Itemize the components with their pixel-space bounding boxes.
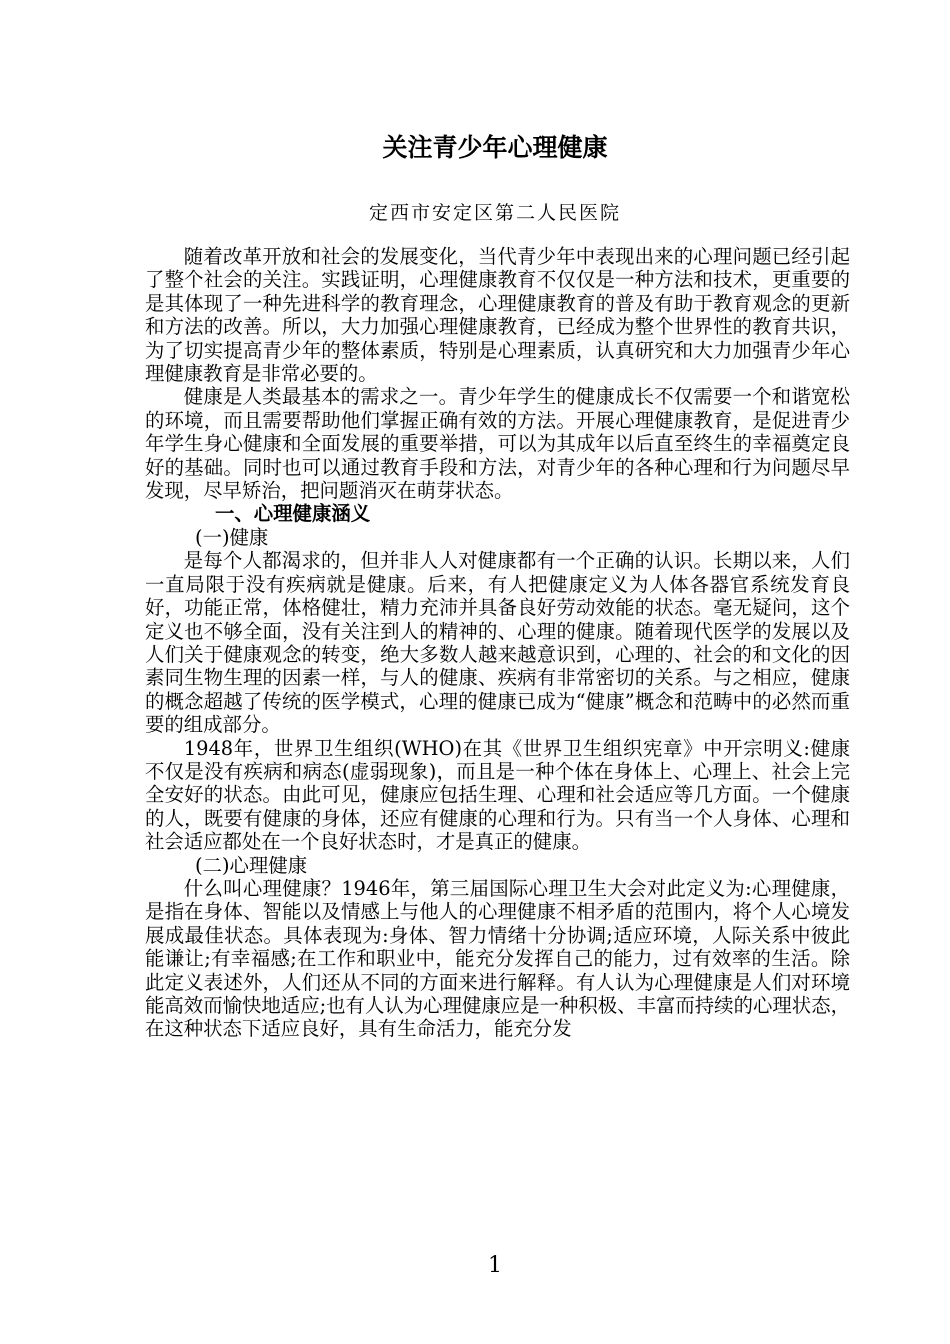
- document-title: 关注青少年心理健康: [382, 133, 608, 162]
- subsection-heading-mental-health: (二)心理健康: [195, 853, 308, 877]
- subsection-heading-health: (一)健康: [195, 525, 269, 549]
- paragraph-mental-health: 什么叫心理健康？1946年，第三届国际心理卫生大会对此定义为:心理健康，是指在身体、智能以及情感上与他人的心理健康不相矛盾的范围内，将个人心境发展成最佳状态。具体表现为:身体、智力情绪十分协调;适应环境，人际关系中彼此能谦让;有幸福感;在工作和职业中，能充分发挥自己的能力，过有效率的生活。除此定义表述外，人们还从不同的方面来进行解释。有人认为心理健康是人们对环境能高效而愉快地适应;也有人认为心理健康应是一种积极、丰富而持续的心理状态，在这种状态下适应良好，具有生命活力，能充分发: [145, 876, 850, 1041]
- document-body: [145, 245, 850, 1041]
- paragraph-intro: 随着改革开放和社会的发展变化，当代青少年中表现出来的心理问题已经引起了整个社会的关注。实践证明，心理健康教育不仅仅是一种方法和技术，更重要的是其体现了一种先进科学的教育理念，心理健康教育的普及有助于教育观念的更新和方法的改善。所以，大力加强心理健康教育，已经成为整个世界性的教育共识，为了切实提高青少年的整体素质，特别是心理素质，认真研究和大力加强青少年心理健康教育是非常必要的。: [145, 245, 850, 386]
- paragraph-who-definition: 1948年，世界卫生组织(WHO)在其《世界卫生组织宪章》中开宗明义:健康不仅是没有疾病和病态(虚弱现象)，而且是一种个体在身体上、心理上、社会上完全安好的状态。由此可见，健康应包括生理、心理和社会适应等几方面。一个健康的人，既要有健康的身体，还应有健康的心理和行为。只有当一个人身体、心理和社会适应都处在一个良好状态时，才是真正的健康。: [145, 736, 850, 854]
- paragraph-health-concept: 是每个人都渴求的，但并非人人对健康都有一个正确的认识。长期以来，人们一直局限于没有疾病就是健康。后来，有人把健康定义为人体各器官系统发育良好，功能正常，体格健壮，精力充沛并具备良好劳动效能的状态。毫无疑问，这个定义也不够全面，没有关注到人的精神的、心理的健康。随着现代医学的发展以及人们关于健康观念的转变，绝大多数人越来越意识到，心理的、社会的和文化的因素同生物生理的因素一样，与人的健康、疾病有非常密切的关系。与之相应，健康的概念超越了传统的医学模式，心理的健康已成为“健康”概念和范畴中的必然而重要的组成部分。: [145, 549, 850, 737]
- section-heading-definition: 一、心理健康涵义: [215, 502, 371, 526]
- page-number: 1: [488, 1253, 502, 1278]
- document-author: 定西市安定区第二人民医院: [368, 202, 621, 224]
- paragraph-health-need: 健康是人类最基本的需求之一。青少年学生的健康成长不仅需要一个和谐宽松的环境，而且需要帮助他们掌握正确有效的方法。开展心理健康教育，是促进青少年学生身心健康和全面发展的重要举措，可以为其成年以后直至终生的幸福奠定良好的基础。同时也可以通过教育手段和方法，对青少年的各种心理和行为问题尽早发现，尽早矫治，把问题消灭在萌芽状态。: [145, 385, 850, 503]
